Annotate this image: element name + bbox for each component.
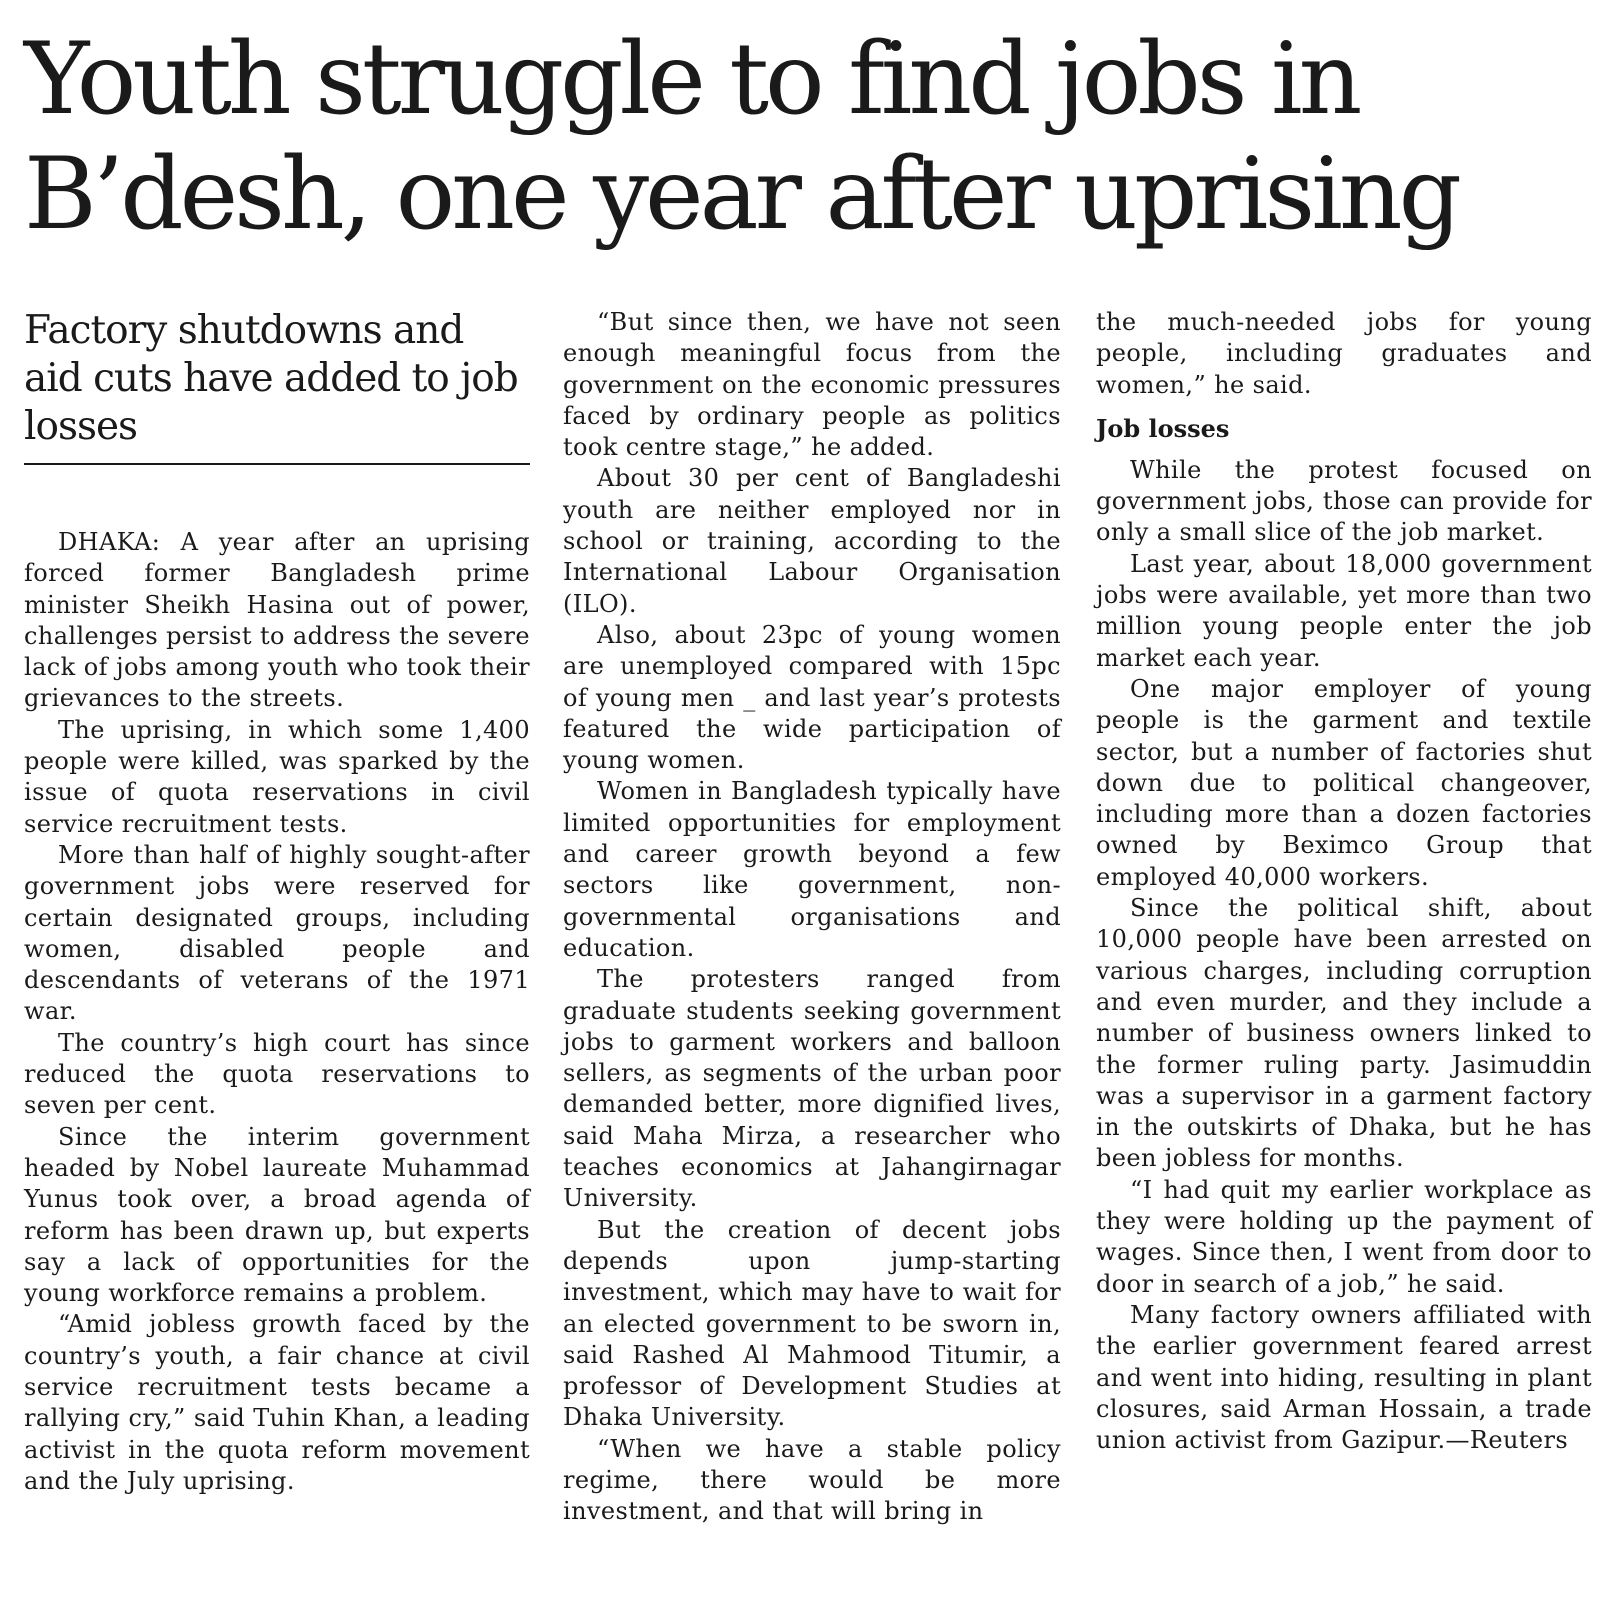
paragraph: The uprising, in which some 1,400 people were killed, was sparked by the issue of quota reservations in civil service recruitment tests. [24,715,530,838]
paragraph: DHAKA: A year after an uprising forced former Bangladesh prime minister Sheikh Hasina out of power, challenges persist to address the severe lack of jobs among youth who took their grievances to the streets. [24,528,530,713]
paragraph: Since the interim government headed by Nobel laureate Muhammad Yunus took over, a broad agenda of reform has been drawn up, but experts say a lack of opportunities for the young workforce remains a problem. [24,1122,530,1308]
paragraph: More than half of highly sought-after government jobs were reserved for certain designated groups, including women, disabled people and descendants of veterans of the 1971 war. [24,840,530,1026]
article-column-1 [24,307,530,1497]
paragraph: Last year, about 18,000 government jobs were available, yet more than two million young people enter the job market each year. [1096,549,1592,672]
paragraph: About 30 per cent of Bangladeshi youth are neither employed nor in school or training, according to the International Labour Organisation (ILO). [563,464,1061,618]
paragraph: “Amid jobless growth faced by the country’s youth, a fair chance at civil service recruitment tests became a rallying cry,” said Tuhin Khan, a leading activist in the quota reform movement and the July uprising. [24,1310,530,1495]
section-subhead: Job losses [1096,413,1230,443]
paragraph: Also, about 23pc of young women are unemployed compared with 15pc of young men _ and last year’s protests featured the wide participation of young women. [563,620,1061,775]
paragraph: “When we have a stable policy regime, there would be more investment, and that will bring in [563,1434,1061,1526]
deck-subheadline: Factory shutdowns and aid cuts have added to job losses [24,307,530,465]
paragraph: Women in Bangladesh typically have limited opportunities for employment and career growth beyond a few sectors like government, non-governmental organisations and education. [563,777,1061,962]
headline-line-2: B’desh, one year after uprising [24,137,1458,252]
paragraph-continued: the much-needed jobs for young people, including graduates and women,” he said. [1096,308,1592,399]
headline [24,22,1594,252]
article-column-2 [563,307,1061,1528]
headline-line-1: Youth struggle to find jobs in [24,22,1359,137]
paragraph: Since the political shift, about 10,000 people have been arrested on various charges, including corruption and even murder, and they include a number of business owners linked to the former ruling party. Jasimuddin was a supervisor in a garment factory in the outskirts of Dhaka, but he has been jobless for months. [1096,894,1592,1173]
deck-spacer [24,465,530,527]
paragraph: But the creation of decent jobs depends upon jump-starting investment, which may have to wait for an elected government to be sworn in, said Rashed Al Mahmood Titumir, a professor of Development Studies at Dhaka University. [563,1215,1061,1432]
article-column-3 [1096,307,1592,1456]
paragraph: While the protest focused on government jobs, those can provide for only a small slice of the job market. [1096,455,1592,547]
paragraph: “I had quit my earlier workplace as they were holding up the payment of wages. Since then, I went from door to door in search of a job,” he said. [1096,1175,1592,1298]
paragraph: One major employer of young people is the garment and textile sector, but a number of factories shut down due to political changeover, including more than a dozen factories owned by Beximco Group that employed 40,000 workers. [1096,674,1592,891]
paragraph: The country’s high court has since reduced the quota reservations to seven per cent. [24,1028,530,1120]
paragraph: “But since then, we have not seen enough meaningful focus from the government on the economic pressures faced by ordinary people as politics took centre stage,” he added. [563,308,1061,462]
paragraph: Many factory owners affiliated with the earlier government feared arrest and went into hiding, resulting in plant closures, said Arman Hossain, a trade union activist from Gazipur.—Reuters [1096,1300,1592,1455]
paragraph: The protesters ranged from graduate students seeking government jobs to garment workers and balloon sellers, as segments of the urban poor demanded better, more dignified lives, said Maha Mirza, a researcher who teaches economics at Jahangirnagar University. [563,965,1061,1213]
